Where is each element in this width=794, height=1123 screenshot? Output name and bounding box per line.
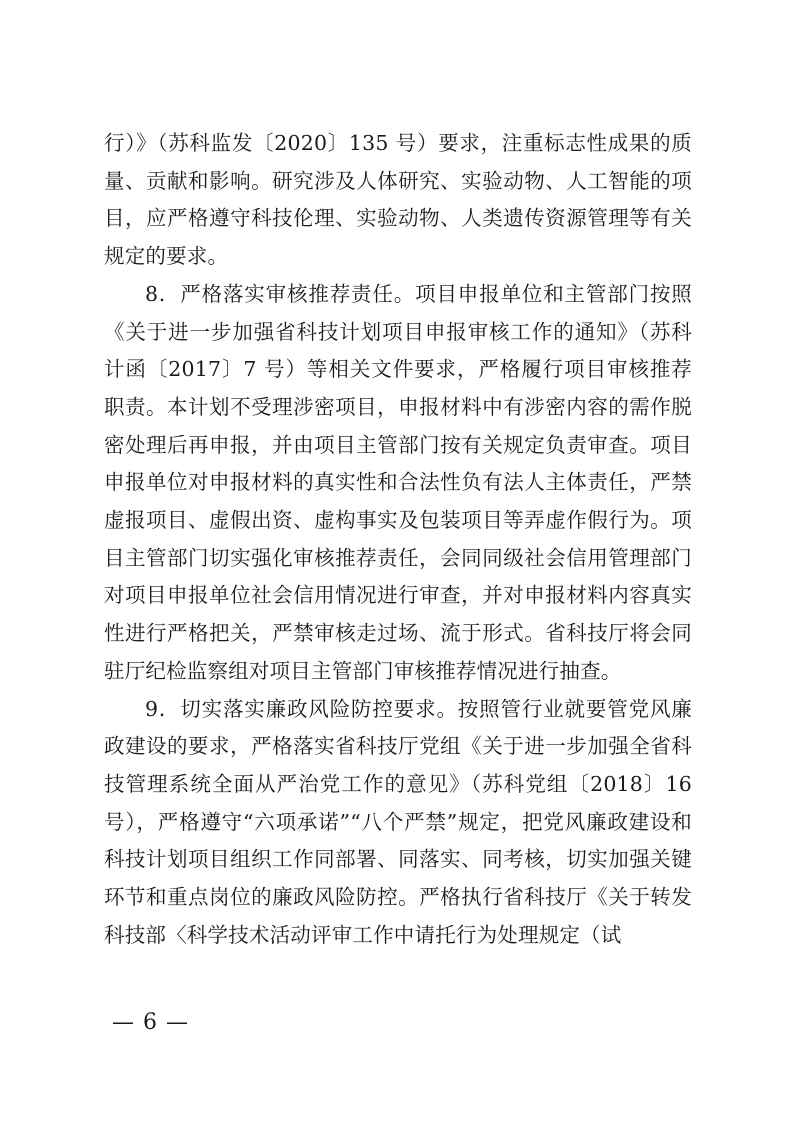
paragraph-continuation: 行）》（苏科监发〔2020〕135 号）要求，注重标志性成果的质量、贡献和影响。研究涉及人体研究、实验动物、人工智能的项目，应严格遵守科技伦理、实验动物、人类遗传资源管理等有关规定的要求。	[104, 131, 692, 269]
document-body	[104, 125, 692, 954]
paragraph-item-8: 8．严格落实审核推荐责任。项目申报单位和主管部门按照《关于进一步加强省科技计划项目申报审核工作的通知》（苏科计函〔2017〕7 号）等相关文件要求，严格履行项目审核推荐职责。本计划不受理涉密项目，申报材料中有涉密内容的需作脱密处理后再申报，并由项目主管部门按有关规定负责审查。项目申报单位对申报材料的真实性和合法性负有法人主体责任，严禁虚报项目、虚假出资、虚构事实及包装项目等弄虚作假行为。项目主管部门切实强化审核推荐责任，会同同级社会信用管理部门对项目申报单位社会信用情况进行审查，并对申报材料内容真实性进行严格把关，严禁审核走过场、流于形式。省科技厅将会同驻厅纪检监察组对项目主管部门审核推荐情况进行抽查。	[104, 281, 692, 683]
page-number: — 6 —	[112, 1010, 189, 1035]
paragraph-item-9: 9．切实落实廉政风险防控要求。按照管行业就要管党风廉政建设的要求，严格落实省科技厅党组《关于进一步加强全省科技管理系统全面从严治党工作的意见》（苏科党组〔2018〕16 号），严格遵守“六项承诺”“八个严禁”规定，把党风廉政建设和科技计划项目组织工作同部署、同落实、同考核，切实加强关键环节和重点岗位的廉政风险防控。严格执行省科技厅《关于转发科技部〈科学技术活动评审工作中请托行为处理规定（试	[104, 696, 692, 947]
